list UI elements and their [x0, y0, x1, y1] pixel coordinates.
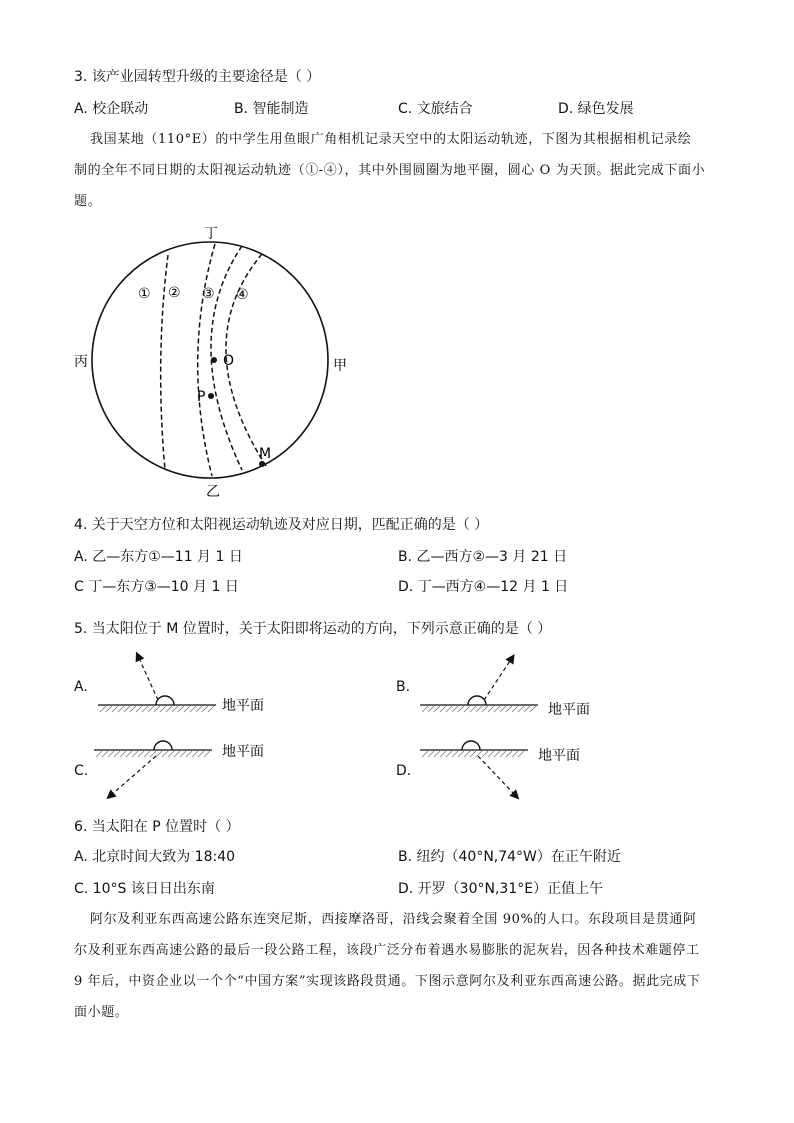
q4-option-b: B. 乙—西方②—3 月 21 日 [398, 549, 568, 565]
q5-option-c-letter: C. [74, 763, 89, 779]
q3-option-b: B. 智能制造 [234, 101, 309, 117]
q5-option-b-diagram [418, 648, 608, 720]
motion-arrow [478, 756, 516, 796]
ground-hatching [422, 706, 536, 712]
q6-option-a: A. 北京时间大致为 18:40 [74, 849, 236, 865]
sun-track-1 [161, 255, 168, 470]
intro1-line2: 制的全年不同日期的太阳视运动轨迹（①-④），其中外围圆圈为地平圈，圆心 O 为天顶。据此完成下面小 [74, 163, 706, 178]
intro2-line4: 面小题。 [74, 1005, 129, 1020]
direction-bottom-label: 乙 [206, 484, 220, 500]
q5-stem: 5. 当太阳位于 M 位置时，关于太阳即将运动的方向，下列示意正确的是（ ） [74, 621, 552, 637]
sun-path-figure [60, 218, 360, 503]
q4-option-a: A. 乙—东方①—11 月 1 日 [74, 549, 243, 565]
direction-left-label: 丙 [74, 354, 88, 370]
track-4-label: ④ [236, 287, 249, 303]
q5-option-b-letter: B. [396, 679, 411, 695]
track-3-label: ③ [202, 286, 215, 302]
track-1-label: ① [138, 286, 151, 302]
intro2-line1: 阿尔及利亚东西高速公路东连突尼斯，西接摩洛哥，沿线会聚着全国 90%的人口。东段项目是贯通阿 [90, 912, 697, 927]
q5-option-d-letter: D. [396, 763, 412, 779]
sun-semicircle [468, 696, 486, 705]
point-m-label: M [259, 446, 272, 462]
horizon-label: 地平面 [222, 698, 264, 714]
direction-top-label: 丁 [204, 226, 218, 242]
q5-option-a-letter: A. [74, 679, 88, 695]
q5-option-a-diagram [96, 648, 276, 720]
ground-hatching [96, 751, 210, 757]
sun-semicircle [154, 741, 172, 750]
motion-arrow [484, 658, 512, 700]
q3-option-a: A. 校企联动 [74, 101, 149, 117]
track-2-label: ② [168, 285, 181, 301]
ground-hatching [100, 706, 214, 712]
motion-arrow [138, 656, 158, 700]
motion-arrow [110, 756, 156, 796]
q6-option-c: C. 10°S 该日日出东南 [74, 881, 215, 897]
q3-option-c: C. 文旅结合 [398, 101, 473, 117]
horizon-label: 地平面 [222, 744, 264, 760]
q4-option-d: D. 丁—西方④—12 月 1 日 [398, 579, 569, 595]
horizon-label: 地平面 [538, 748, 580, 764]
horizon-circle [92, 242, 328, 478]
q5-option-c-diagram [92, 734, 282, 806]
q4-stem: 4. 关于天空方位和太阳视运动轨迹及对应日期，匹配正确的是（ ） [74, 517, 489, 533]
q4-option-c: C 丁—东方③—10 月 1 日 [74, 579, 239, 595]
sun-semicircle [462, 741, 480, 750]
intro1-line1: 我国某地（110°E）的中学生用鱼眼广角相机记录天空中的太阳运动轨迹，下图为其根据相机记录绘 [90, 132, 692, 147]
direction-right-label: 甲 [333, 358, 347, 374]
q5-option-d-diagram [418, 734, 608, 806]
zenith-point-o [211, 357, 217, 363]
q6-stem: 6. 当太阳在 P 位置时（ ） [74, 819, 240, 835]
q6-option-d: D. 开罗（30°N,31°E）正值上午 [398, 881, 604, 897]
ground-hatching [422, 751, 524, 757]
q3-option-d: D. 绿色发展 [558, 101, 634, 117]
horizon-label: 地平面 [548, 702, 590, 718]
intro2-line2: 尔及利亚东西高速公路的最后一段公路工程，该段广泛分布着遇水易膨胀的泥灰岩，因各种技术难题停工 [74, 943, 700, 958]
intro1-line3: 题。 [74, 194, 102, 209]
intro2-line3: 9 年后，中资企业以一个个“中国方案”实现该路段贯通。下图示意阿尔及利亚东西高速公路。据此完成下 [74, 974, 701, 989]
q6-option-b: B. 纽约（40°N,74°W）在正午附近 [398, 849, 621, 865]
q3-stem: 3. 该产业园转型升级的主要途径是（ ） [74, 69, 321, 85]
sun-semicircle [156, 696, 174, 705]
sun-point-p [208, 393, 214, 399]
point-p-label: P [197, 389, 206, 405]
zenith-label: O [223, 353, 235, 369]
